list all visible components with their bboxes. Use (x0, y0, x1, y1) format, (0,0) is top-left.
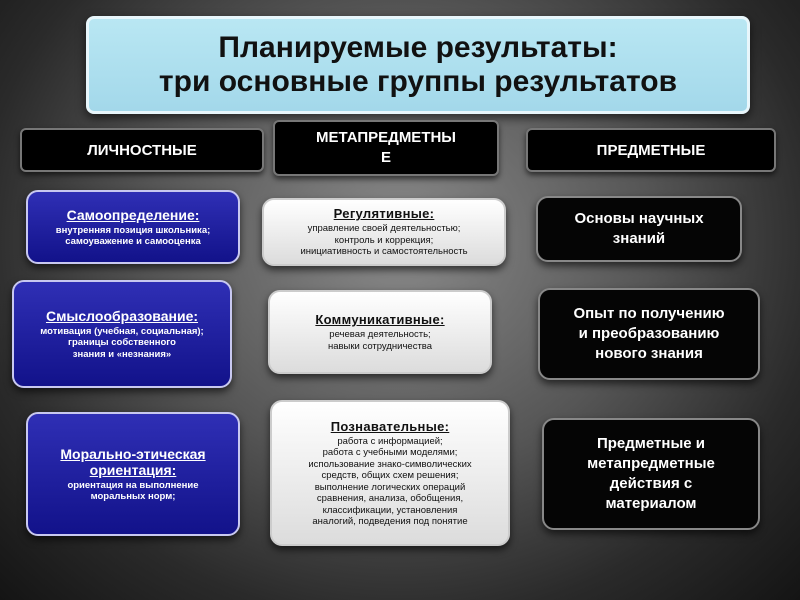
subject-card-actions (542, 418, 760, 530)
card-title: Регулятивные: (333, 206, 435, 222)
card-description: ориентация на выполнение моральных норм; (67, 479, 199, 502)
header-personal-label: ЛИЧНОСТНЫЕ (87, 141, 197, 159)
header-subject (526, 128, 776, 172)
card-description: работа с информацией; работа с учебными моделями; использование знако-символических средств, общих схем решения; выполнение логических операций сравнения, анализа, обобщения, классификации, установления аналогий, подведения под понятие (308, 435, 472, 527)
personal-card-meaning (12, 280, 232, 388)
card-description: управление своей деятельностью; контроль и коррекция; инициативность и самостоятельность (300, 223, 468, 258)
card-description: внутренняя позиция школьника; самоуважение и самооценка (55, 224, 211, 247)
card-description: речевая деятельность; навыки сотрудничества (327, 329, 433, 352)
personal-card-moral (26, 412, 240, 536)
card-title: Коммуникативные: (315, 312, 445, 327)
card-text: Предметные и метапредметные действия с материалом (587, 435, 715, 512)
subject-card-science-basics (536, 196, 742, 262)
personal-card-self-determination (26, 190, 240, 264)
card-title: Самоопределение: (66, 206, 200, 223)
card-title: Смыслообразование: (45, 307, 199, 324)
title-line-2: три основные группы результатов (158, 65, 678, 98)
header-personal (20, 128, 264, 172)
meta-card-cognitive (270, 400, 510, 546)
card-description: мотивация (учебная, социальная); границы собственного знания и «незнания» (40, 325, 204, 360)
meta-card-regulatory (262, 198, 506, 266)
card-title: Морально-этическая ориентация: (60, 445, 206, 478)
card-text: Основы научных знаний (574, 210, 704, 247)
header-meta (273, 120, 499, 176)
meta-card-communicative (268, 290, 492, 374)
header-subject-label: ПРЕДМЕТНЫЕ (596, 141, 706, 159)
slide-title (86, 16, 750, 114)
subject-card-experience (538, 288, 760, 380)
title-line-1: Планируемые результаты: (218, 31, 618, 64)
card-title: Познавательные: (330, 418, 450, 434)
card-text: Опыт по получению и преобразованию нового знания (573, 305, 725, 362)
header-meta-label: МЕТАПРЕДМЕТНЫ Е (315, 129, 456, 166)
